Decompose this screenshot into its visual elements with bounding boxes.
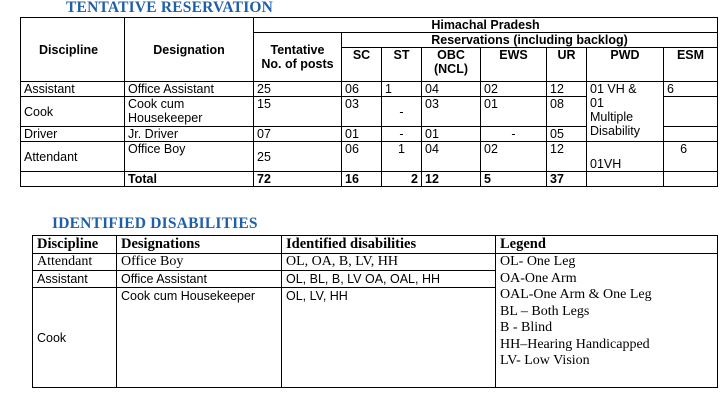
cell-discipline: Cook [21,97,125,127]
cell-total-posts: 72 [254,172,342,187]
header-esm: ESM [664,48,718,82]
cell-ews: 01 [481,97,547,127]
cell-designation: Office Assistant [117,271,282,288]
cell-st: - [382,127,422,142]
cell-ews: - [481,127,547,142]
table-row [33,254,718,271]
cell-discipline: Assistant [33,271,117,288]
cell-sc: 03 [342,97,382,127]
cell-designation: Cook cum Housekeeper [117,288,282,388]
header-obc: OBC (NCL) [422,48,481,82]
cell-empty [664,172,718,187]
header-sc: SC [342,48,382,82]
section-title-tentative-reservation: TENTATIVE RESERVATION [66,0,274,16]
cell-empty [21,172,125,187]
cell-posts: 15 [254,97,342,127]
cell-esm [664,97,718,127]
header-discipline: Discipline [33,236,117,254]
cell-discipline: Cook [33,288,117,388]
header-designation: Designation [125,18,254,82]
header-reservations: Reservations (including backlog) [342,33,718,48]
legend-cell [496,254,718,388]
cell-ur: 08 [547,97,587,127]
cell-ews: 02 [481,142,547,172]
cell-obc: 04 [422,82,481,97]
cell-sc: 06 [342,142,382,172]
cell-empty [587,172,664,187]
cell-total-ur: 37 [547,172,587,187]
cell-posts: 07 [254,127,342,142]
cell-ur: 12 [547,82,587,97]
header-ur: UR [547,48,587,82]
legend-item: LV- Low Vision [500,353,590,368]
cell-disabilities: OL, BL, B, LV OA, OAL, HH [282,271,496,288]
cell-discipline: Attendant [21,142,125,172]
cell-st: - [382,97,422,127]
cell-total-st: 2 [382,172,422,187]
cell-ur: 12 [547,142,587,172]
cell-esm: 6 [664,82,718,97]
header-tentative-posts: Tentative No. of posts [254,33,342,82]
cell-obc: 03 [422,97,481,127]
cell-st: 1 [382,82,422,97]
cell-total-sc: 16 [342,172,382,187]
header-legend: Legend [496,236,718,254]
cell-designation: Cook cum Housekeeper [125,97,254,127]
header-discipline: Discipline [21,18,125,82]
cell-obc: 01 [422,127,481,142]
legend-item: HH–Hearing Handicapped [500,336,650,352]
cell-esm: 6 [664,142,718,172]
table-row [21,82,718,97]
cell-posts: 25 [254,142,342,172]
cell-designation: Office Boy [117,254,282,271]
header-state: Himachal Pradesh [254,18,718,33]
legend-item: OL- One Leg [500,254,576,269]
cell-designation: Office Boy [125,142,254,172]
tentative-reservation-table [20,17,718,187]
header-pwd: PWD [587,48,664,82]
cell-total-obc: 12 [422,172,481,187]
cell-discipline: Driver [21,127,125,142]
header-identified-disabilities: Identified disabilities [282,236,496,254]
section-title-identified-disabilities: IDENTIFIED DISABILITIES [52,215,258,232]
cell-designation: Office Assistant [125,82,254,97]
cell-discipline: Assistant [21,82,125,97]
cell-sc: 06 [342,82,382,97]
cell-discipline: Attendant [33,254,117,271]
table-row-total [21,172,718,187]
cell-ur: 05 [547,127,587,142]
legend-item: B - Blind [500,320,553,335]
cell-obc: 04 [422,142,481,172]
legend-item: OAL-One Arm & One Leg [500,287,652,302]
identified-disabilities-table [32,235,718,388]
cell-disabilities: OL, OA, B, LV, HH [282,254,496,271]
header-ews: EWS [481,48,547,82]
cell-st: 1 [382,142,422,172]
cell-total-label: Total [125,172,254,187]
cell-posts: 25 [254,82,342,97]
cell-ews: 02 [481,82,547,97]
table-row [21,142,718,172]
legend-item: OA-One Arm [500,270,577,286]
cell-sc: 01 [342,127,382,142]
legend-item: BL – Both Legs [500,303,590,319]
cell-designation: Jr. Driver [125,127,254,142]
cell-disabilities: OL, LV, HH [282,288,496,388]
cell-esm [664,127,718,142]
cell-pwd-shared: 01 VH & 01 Multiple Disability [587,82,664,142]
cell-pwd: 01VH [587,142,664,172]
header-designations: Designations [117,236,282,254]
cell-total-ews: 5 [481,172,547,187]
header-st: ST [382,48,422,82]
